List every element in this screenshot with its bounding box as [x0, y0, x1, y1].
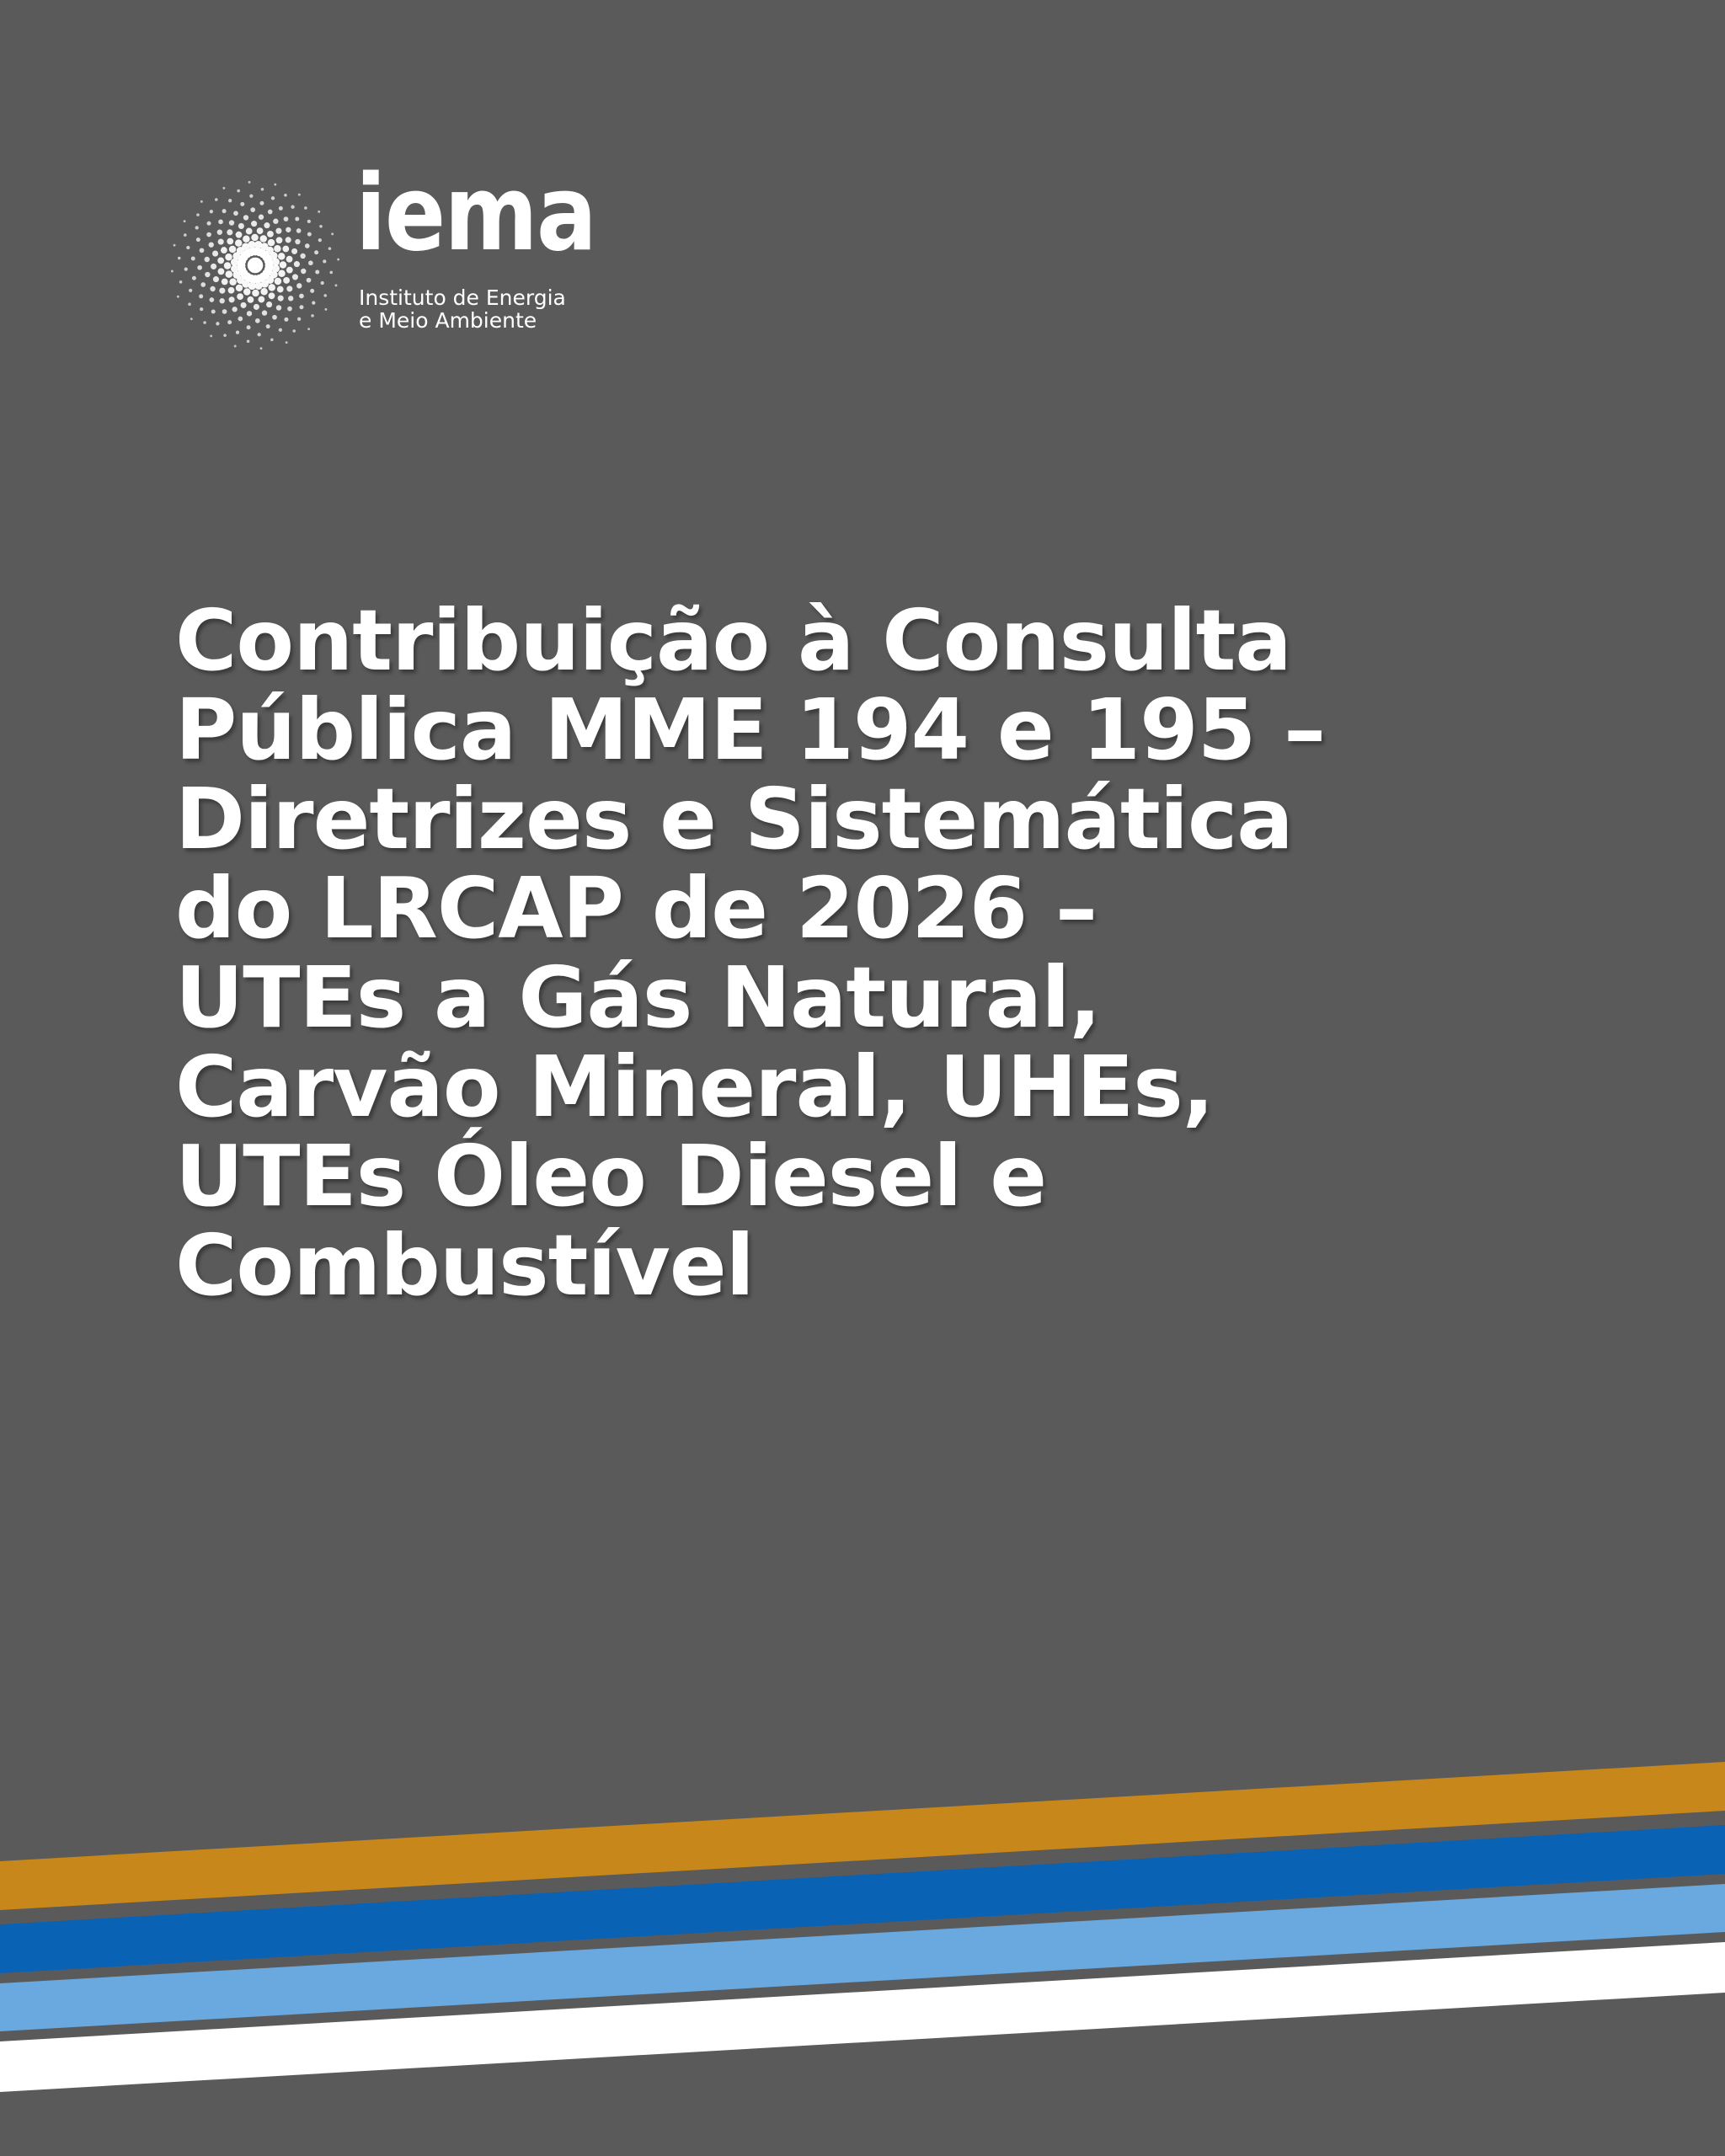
title-line-4: do LRCAP de 2026 –: [175, 859, 1097, 958]
title-line-2: Pública MME 194 e 195 –: [175, 680, 1326, 779]
title-line-3: Diretrizes e Sistemática: [175, 770, 1293, 868]
title-line-6: Carvão Mineral, UHEs,: [175, 1038, 1214, 1136]
logo-subtitle-line-2: e Meio Ambiente: [359, 308, 537, 333]
title-line-5: UTEs a Gás Natural,: [175, 948, 1101, 1047]
logo-subtitle-line-1: Instituto de Energia: [359, 286, 566, 310]
title-line-7: UTEs Óleo Diesel e: [175, 1127, 1047, 1225]
title-line-1: Contribuição à Consulta: [175, 591, 1291, 690]
title-line-8: Combustível: [175, 1216, 754, 1315]
logo-wordmark: iema: [355, 153, 596, 275]
